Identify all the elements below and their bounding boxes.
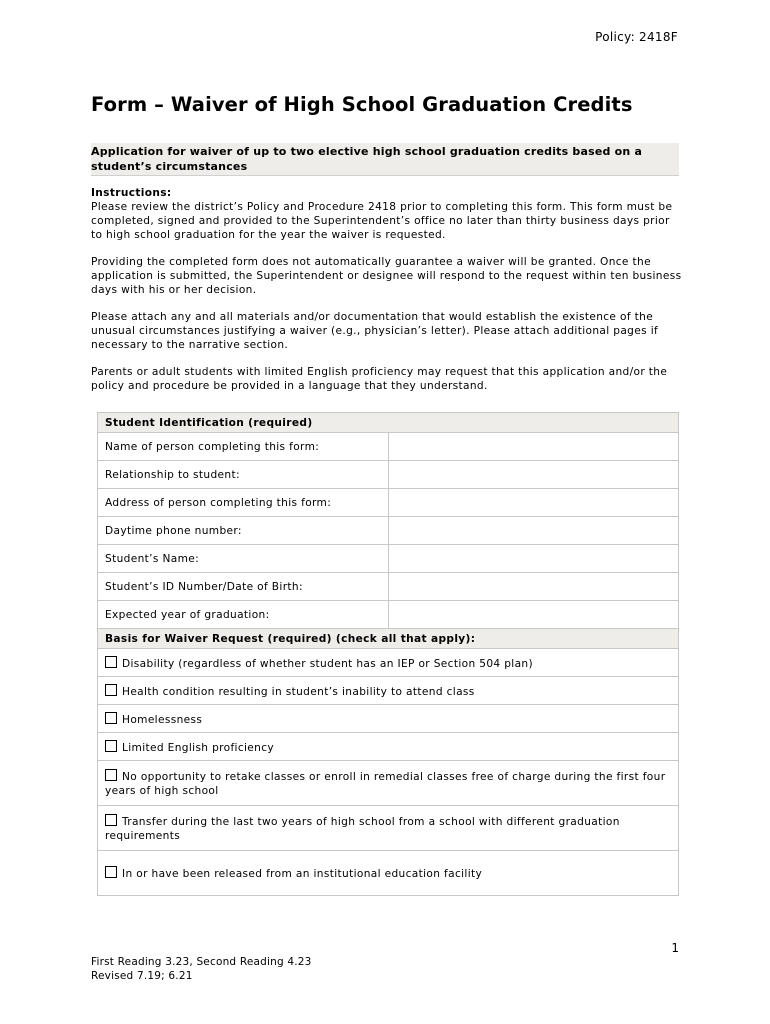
form-row bbox=[98, 573, 679, 601]
waiver-option-limited-english bbox=[98, 733, 679, 761]
student-identification-header-row bbox=[98, 413, 679, 433]
option-label-institutional: In or have been released from an institutional education facility bbox=[122, 868, 483, 880]
field-input-student-id-dob[interactable] bbox=[389, 573, 679, 601]
page-number: 1 bbox=[671, 941, 679, 955]
checkbox-institutional[interactable] bbox=[105, 866, 117, 878]
form-row bbox=[98, 433, 679, 461]
instructions-paragraph-2: Providing the completed form does not automatically guarantee a waiver will be granted. Once the application is submitted, the Superintendent or designee will respond to the request within ten business days with his or her decision. bbox=[91, 256, 682, 296]
waiver-option-transfer bbox=[98, 806, 679, 851]
field-label-daytime-phone: Daytime phone number: bbox=[98, 517, 389, 545]
waiver-option-homelessness bbox=[98, 705, 679, 733]
option-label-disability: Disability (regardless of whether student has an IEP or Section 504 plan) bbox=[122, 657, 533, 670]
option-label-limited-english: Limited English proficiency bbox=[122, 741, 275, 754]
waiver-option-row bbox=[98, 733, 679, 761]
field-input-name-of-person[interactable] bbox=[389, 433, 679, 461]
waiver-option-row bbox=[98, 649, 679, 677]
application-banner: Application for waiver of up to two elective high school graduation credits based on a student’s circumstances bbox=[91, 143, 679, 176]
checkbox-transfer[interactable] bbox=[105, 814, 117, 826]
waiver-option-row bbox=[98, 806, 679, 851]
footer-revised-dates: Revised 7.19; 6.21 bbox=[91, 969, 193, 982]
waiver-option-institutional bbox=[98, 851, 679, 896]
form-row bbox=[98, 545, 679, 573]
instructions-section bbox=[91, 186, 683, 406]
footer-revision-notes bbox=[91, 956, 312, 983]
waiver-option-row bbox=[98, 705, 679, 733]
checkbox-homelessness[interactable] bbox=[105, 712, 117, 724]
waiver-option-row bbox=[98, 677, 679, 705]
field-input-graduation-year[interactable] bbox=[389, 601, 679, 629]
student-identification-heading: Student Identification (required) bbox=[98, 413, 679, 433]
form-row bbox=[98, 489, 679, 517]
waiver-basis-header-row bbox=[98, 629, 679, 649]
waiver-option-row bbox=[98, 761, 679, 806]
field-input-relationship[interactable] bbox=[389, 461, 679, 489]
footer-reading-dates: First Reading 3.23, Second Reading 4.23 bbox=[91, 956, 312, 968]
instructions-text-1: Please review the district’s Policy and Procedure 2418 prior to completing this form. This form must be completed, signed and provided to the Superintendent’s office no later than thirty business days prior to high school graduation for the year the waiver is requested. bbox=[91, 201, 673, 241]
instructions-paragraph-3: Please attach any and all materials and/or documentation that would establish the existence of the unusual circumstances justifying a waiver (e.g., physician’s letter). Please attach additional pages if necessary to the narrative section. bbox=[91, 311, 659, 351]
field-label-name-of-person: Name of person completing this form: bbox=[98, 433, 389, 461]
policy-number: Policy: 2418F bbox=[595, 30, 678, 44]
instructions-paragraph-4: Parents or adult students with limited English proficiency may request that this application and/or the policy and procedure be provided in a language that they understand. bbox=[91, 366, 668, 392]
waiver-option-row bbox=[98, 851, 679, 896]
field-input-student-name[interactable] bbox=[389, 545, 679, 573]
option-label-homelessness: Homelessness bbox=[122, 713, 203, 726]
checkbox-limited-english[interactable] bbox=[105, 740, 117, 752]
field-label-address: Address of person completing this form: bbox=[98, 489, 389, 517]
checkbox-disability[interactable] bbox=[105, 656, 117, 668]
option-label-transfer: Transfer during the last two years of high school from a school with different graduation requirements bbox=[105, 815, 620, 842]
page-title: Form – Waiver of High School Graduation Credits bbox=[91, 93, 633, 116]
field-label-relationship: Relationship to student: bbox=[98, 461, 389, 489]
waiver-option-disability bbox=[98, 649, 679, 677]
application-form-table bbox=[97, 412, 679, 896]
waiver-option-no-retake bbox=[98, 761, 679, 806]
form-row bbox=[98, 601, 679, 629]
field-label-student-name: Student’s Name: bbox=[98, 545, 389, 573]
checkbox-no-retake[interactable] bbox=[105, 769, 117, 781]
instructions-heading: Instructions: bbox=[91, 187, 172, 199]
option-label-health-condition: Health condition resulting in student’s inability to attend class bbox=[122, 685, 475, 698]
waiver-option-health bbox=[98, 677, 679, 705]
instructions-paragraph-1 bbox=[91, 186, 683, 242]
field-input-address[interactable] bbox=[389, 489, 679, 517]
waiver-basis-heading: Basis for Waiver Request (required) (check all that apply): bbox=[98, 629, 679, 649]
checkbox-health-condition[interactable] bbox=[105, 684, 117, 696]
form-row bbox=[98, 461, 679, 489]
option-label-no-retake: No opportunity to retake classes or enroll in remedial classes free of charge during the first four years of high school bbox=[105, 770, 666, 797]
field-input-daytime-phone[interactable] bbox=[389, 517, 679, 545]
field-label-student-id-dob: Student’s ID Number/Date of Birth: bbox=[98, 573, 389, 601]
form-row bbox=[98, 517, 679, 545]
field-label-graduation-year: Expected year of graduation: bbox=[98, 601, 389, 629]
